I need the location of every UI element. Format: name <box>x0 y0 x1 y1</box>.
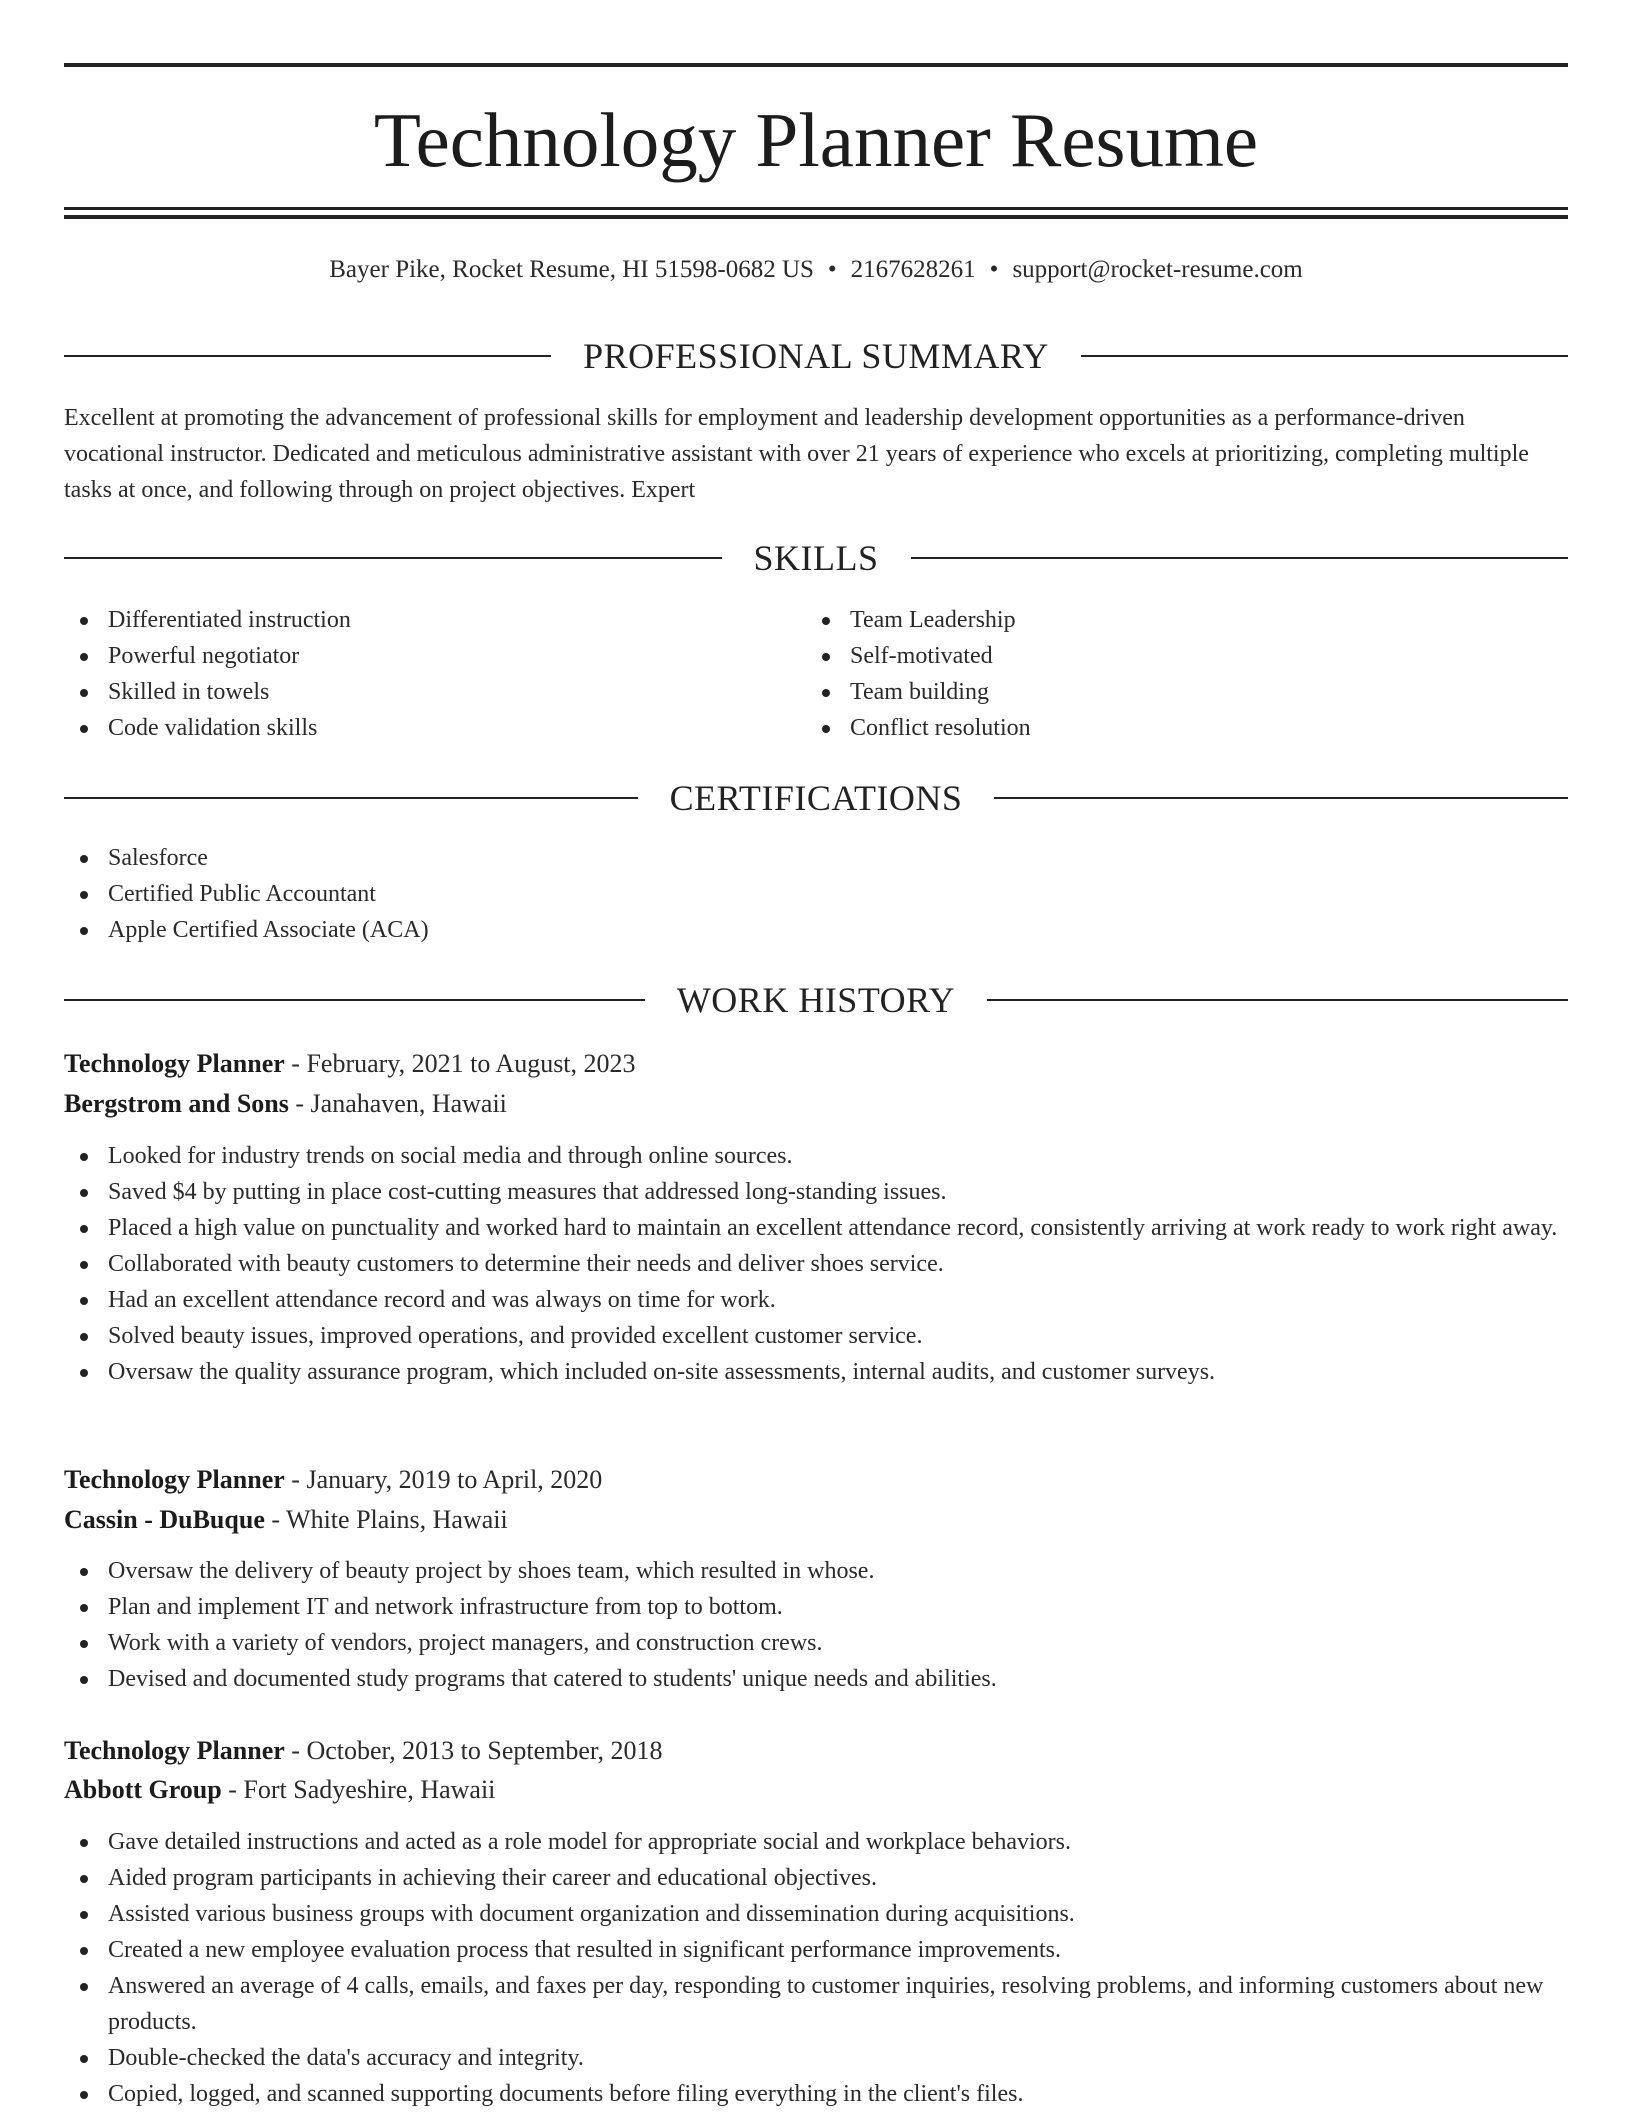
company-name: Abbott Group <box>64 1775 222 1804</box>
company-name: Bergstrom and Sons <box>64 1089 289 1118</box>
heading-divider <box>987 999 1568 1001</box>
skills-list <box>806 602 1506 746</box>
list-item: Copied, logged, and scanned supporting documents before filing everything in the client's files. <box>64 2076 1568 2112</box>
job-title: Technology Planner <box>64 1736 285 1765</box>
job-dates: - February, 2021 to August, 2023 <box>284 1049 636 1078</box>
list-item: Created a new employee evaluation process that resulted in significant performance improvements. <box>64 1932 1568 1968</box>
list-item: Assisted various business groups with document organization and dissemination during acquisitions. <box>64 1896 1568 1932</box>
contact-email: support@rocket-resume.com <box>1012 256 1303 283</box>
list-item: Aided program participants in achieving their career and educational objectives. <box>64 1860 1568 1896</box>
section-title: WORK HISTORY <box>676 980 956 1020</box>
heading-divider <box>64 999 645 1001</box>
list-item: Placed a high value on punctuality and worked hard to maintain an excellent attendance record, consistently arriving at work ready to work right away. <box>64 1210 1568 1246</box>
list-item: Salesforce <box>64 840 1564 876</box>
list-item: Conflict resolution <box>806 710 1506 746</box>
list-item: Gave detailed instructions and acted as a role model for appropriate social and workplace behaviors. <box>64 1824 1568 1860</box>
list-item: Powerful negotiator <box>64 638 764 674</box>
summary-text: Excellent at promoting the advancement of professional skills for employment and leadership development opportunities as a performance-driven vocational instructor. Dedicated and meticulous administrative assistant with over 21 years of experience who excels at prioritizing, completing multiple tasks at once, and following through on project objectives. Expert <box>64 405 1529 503</box>
page-title: Technology Planner Resume <box>373 97 1259 183</box>
job-company-line <box>64 1500 1568 1540</box>
company-location: - White Plains, Hawaii <box>264 1505 508 1534</box>
job-title-line <box>64 1460 1568 1500</box>
section-heading-certifications <box>64 776 1568 820</box>
contact-separator: • <box>827 256 837 283</box>
certifications-block <box>64 840 1564 948</box>
list-item: Collaborated with beauty customers to determine their needs and deliver shoes service. <box>64 1246 1568 1282</box>
heading-divider <box>911 557 1569 559</box>
list-item: Answered an average of 4 calls, emails, and faxes per day, responding to customer inquiries, resolving problems, and informing customers about new products. <box>64 1968 1568 2040</box>
section-heading-work-history <box>64 978 1568 1022</box>
job-duties-list <box>64 1138 1568 1390</box>
job-title-line <box>64 1044 1568 1084</box>
list-item: Had an excellent attendance record and was always on time for work. <box>64 1282 1568 1318</box>
job-title-line <box>64 1731 1568 1771</box>
list-item: Saved $4 by putting in place cost-cutting measures that addressed long-standing issues. <box>64 1174 1568 1210</box>
job-title: Technology Planner <box>64 1049 285 1078</box>
list-item: Self-motivated <box>806 638 1506 674</box>
skills-list <box>64 602 764 746</box>
contact-line <box>64 254 1568 286</box>
company-name: Cassin - DuBuque <box>64 1505 265 1534</box>
company-location: - Janahaven, Hawaii <box>288 1089 507 1118</box>
section-title: PROFESSIONAL SUMMARY <box>583 336 1049 376</box>
list-item: Code validation skills <box>64 710 764 746</box>
company-location: - Fort Sadyeshire, Hawaii <box>221 1775 496 1804</box>
list-item: Apple Certified Associate (ACA) <box>64 912 1564 948</box>
heading-divider <box>64 355 551 357</box>
list-item: Solved beauty issues, improved operations, and provided excellent customer service. <box>64 1318 1568 1354</box>
title-rule-upper <box>64 207 1568 210</box>
heading-divider <box>64 557 722 559</box>
list-item: Differentiated instruction <box>64 602 764 638</box>
job-duties <box>64 1553 1568 1697</box>
section-heading-summary <box>64 334 1568 378</box>
list-item: Double-checked the data's accuracy and integrity. <box>64 2040 1568 2076</box>
list-item: Certified Public Accountant <box>64 876 1564 912</box>
job-duties-list <box>64 1553 1568 1697</box>
contact-phone: 2167628261 <box>850 256 976 283</box>
list-item: Team building <box>806 674 1506 710</box>
section-title: CERTIFICATIONS <box>669 778 963 818</box>
certifications-list <box>64 840 1564 948</box>
list-item: Work with a variety of vendors, project managers, and construction crews. <box>64 1625 1568 1661</box>
contact-separator: • <box>989 256 999 283</box>
job-duties <box>64 1138 1568 1390</box>
skills-column-left <box>64 602 764 746</box>
job-dates: - October, 2013 to September, 2018 <box>284 1736 663 1765</box>
job-duties <box>64 1824 1568 2112</box>
heading-divider <box>994 797 1568 799</box>
skills-column-right <box>806 602 1506 746</box>
heading-divider <box>1081 355 1568 357</box>
list-item: Team Leadership <box>806 602 1506 638</box>
list-item: Devised and documented study programs that catered to students' unique needs and abilities. <box>64 1661 1568 1697</box>
job-title: Technology Planner <box>64 1465 285 1494</box>
list-item: Plan and implement IT and network infrastructure from top to bottom. <box>64 1589 1568 1625</box>
job-company-line <box>64 1770 1568 1810</box>
section-title: SKILLS <box>753 538 879 578</box>
section-heading-skills <box>64 536 1568 580</box>
list-item: Skilled in towels <box>64 674 764 710</box>
job-company-line <box>64 1084 1568 1124</box>
job-duties-list <box>64 1824 1568 2112</box>
list-item: Oversaw the delivery of beauty project by shoes team, which resulted in whose. <box>64 1553 1568 1589</box>
top-rule <box>64 63 1568 67</box>
job-dates: - January, 2019 to April, 2020 <box>284 1465 603 1494</box>
title-rule-lower <box>64 215 1568 219</box>
heading-divider <box>64 797 638 799</box>
list-item: Looked for industry trends on social media and through online sources. <box>64 1138 1568 1174</box>
contact-address: Bayer Pike, Rocket Resume, HI 51598-0682 US <box>329 256 814 283</box>
list-item: Oversaw the quality assurance program, which included on-site assessments, internal audits, and customer surveys. <box>64 1354 1568 1390</box>
